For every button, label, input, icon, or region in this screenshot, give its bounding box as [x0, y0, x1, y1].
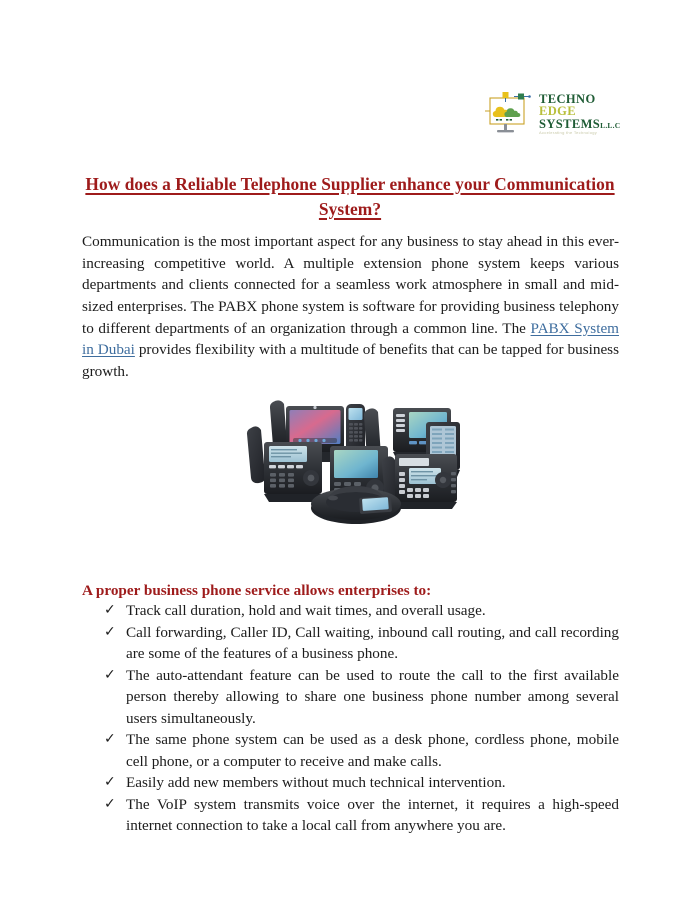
page-title	[82, 172, 618, 222]
logo-llc-suffix: L.L.C	[600, 120, 621, 130]
list-item	[82, 665, 619, 730]
list-item-text: Call forwarding, Caller ID, Call waiting, inbound call routing, and call recording are some of the features of a business phone.	[126, 623, 619, 662]
check-icon: ✓	[104, 795, 116, 812]
monitor-cloud-network-icon	[483, 91, 533, 137]
list-item-text: The same phone system can be used as a desk phone, cordless phone, mobile cell phone, or a computer to receive and make calls.	[126, 731, 619, 770]
list-item-text: The VoIP system transmits voice over the internet, it requires a high-speed internet connection to take a local call from anywhere you are.	[126, 795, 619, 834]
benefits-list	[82, 600, 619, 837]
page-title-text: How does a Reliable Telephone Supplier enhance your Communication System?	[85, 173, 615, 219]
check-icon: ✓	[104, 666, 116, 683]
intro-paragraph-part2: provides flexibility with a multitude of benefits that can be tapped for business growth.	[82, 341, 619, 380]
company-logo	[483, 88, 633, 140]
list-item	[82, 622, 619, 665]
list-item	[82, 772, 619, 794]
check-icon: ✓	[104, 623, 116, 640]
list-item-text: Easily add new members without much technical intervention.	[126, 774, 506, 791]
check-icon: ✓	[104, 774, 116, 790]
logo-tagline: Accelerating the Technology	[539, 130, 598, 136]
check-icon: ✓	[104, 602, 116, 618]
section-heading: A proper business phone service allows enterprises to:	[82, 581, 432, 599]
logo-wordmark	[539, 93, 620, 136]
logo-line-techno: TECHNO	[539, 91, 596, 106]
logo-line-edge: EDGE	[539, 104, 577, 119]
list-item	[82, 729, 619, 772]
logo-systems-text: SYSTEMS	[539, 116, 601, 131]
check-icon: ✓	[104, 731, 116, 747]
list-item-text: The auto-attendant feature can be used to route the call to the first available person thereby allowing to share one business phone number among several users simultaneously.	[126, 666, 619, 727]
list-item	[82, 600, 619, 622]
ip-phones-image	[233, 380, 473, 530]
logo-line-systems	[539, 118, 620, 131]
intro-paragraph	[82, 231, 619, 382]
list-item-text: Track call duration, hold and wait times, and overall usage.	[126, 602, 486, 619]
intro-paragraph-part1: Communication is the most important aspect for any business to stay ahead in this ever-increasing competitive world. A multiple extension phone system keeps various departments and clients connected for a seamless work atmosphere in small and mid-sized enterprises. The PABX phone system is software for providing business telephony to different departments of an organization through a common line. The	[82, 233, 619, 337]
list-item	[82, 794, 619, 837]
pabx-system-dubai-link[interactable]: PABX System in Dubai	[82, 319, 619, 359]
